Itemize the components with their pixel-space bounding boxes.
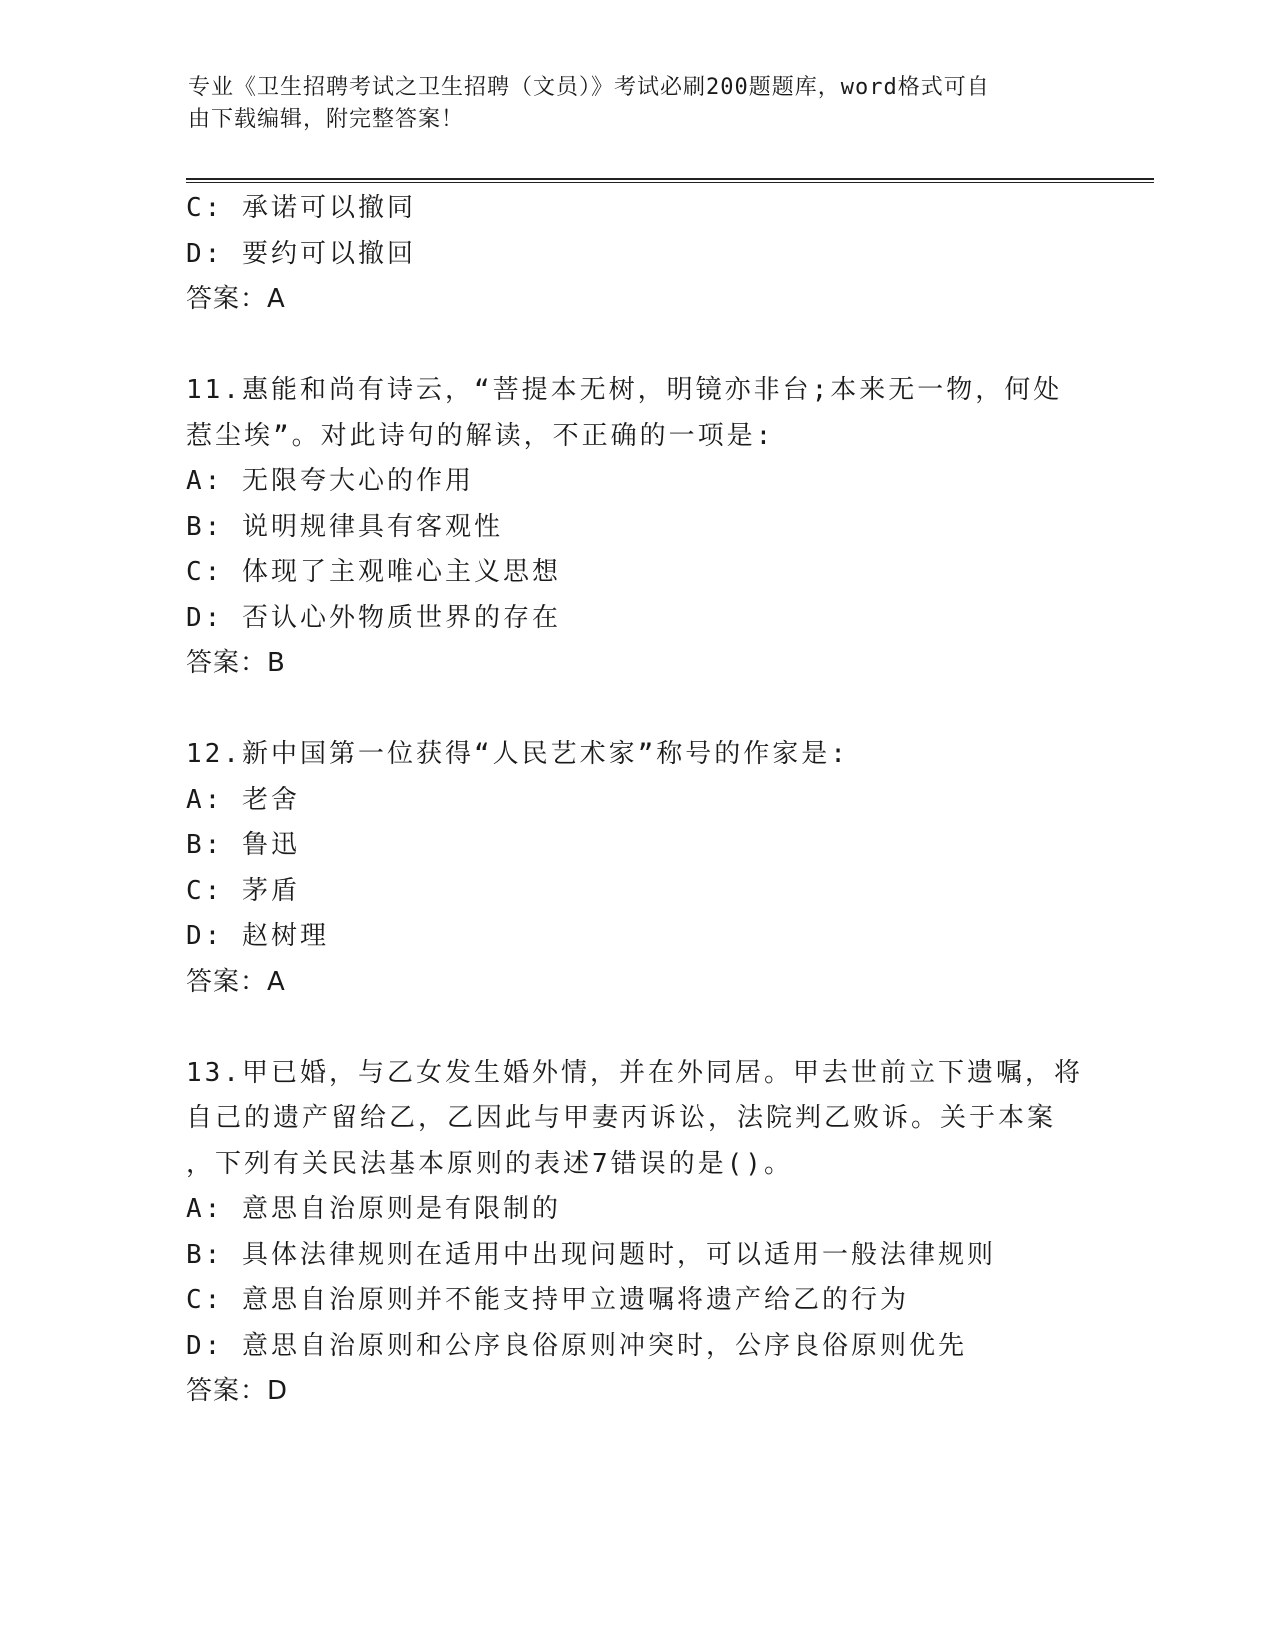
option-d: D: 赵树理	[186, 921, 329, 951]
spacer	[186, 687, 1086, 733]
option-a: A: 无限夸大心的作用	[186, 466, 474, 496]
option-d: D: 否认心外物质世界的存在	[186, 602, 561, 633]
question-13	[186, 1051, 1086, 1415]
header-line-1: 专业《卫生招聘考试之卫生招聘（文员）》考试必刷200题题库，word格式可自	[188, 75, 990, 100]
header-line-2: 由下载编辑，附完整答案！	[188, 107, 465, 132]
option-c: C: 意思自治原则并不能支持甲立遗嘱将遗产给乙的行为	[186, 1285, 909, 1315]
question-stem-line: ，下列有关民法基本原则的表述7错误的是()。	[186, 1148, 793, 1179]
question-stem-line: 11.惠能和尚有诗云，“菩提本无树，明镜亦非台;本来无一物，何处	[186, 375, 1063, 405]
header-divider	[186, 178, 1154, 183]
question-11	[186, 368, 1086, 687]
option-b: B: 具体法律规则在适用中出现问题时，可以适用一般法律规则	[186, 1239, 996, 1270]
answer-line: 答案：B	[186, 648, 286, 678]
option-b: B: 说明规律具有客观性	[186, 511, 503, 542]
question-stem-line: 13.甲已婚，与乙女发生婚外情，并在外同居。甲去世前立下遗嘱，将	[186, 1057, 1083, 1088]
question-stem-line: 惹尘埃”。对此诗句的解读，不正确的一项是:	[186, 420, 775, 451]
document-header	[188, 72, 1068, 136]
question-12	[186, 732, 1086, 1005]
option-c: C: 茅盾	[186, 875, 300, 906]
option-a: A: 意思自治原则是有限制的	[186, 1194, 561, 1224]
question-stem-line: 12.新中国第一位获得“人民艺术家”称号的作家是:	[186, 739, 849, 769]
option-c: C: 承诺可以撤同	[186, 193, 416, 223]
answer-line: 答案：A	[186, 284, 286, 314]
question-stem-line: 自己的遗产留给乙，乙因此与甲妻丙诉讼，法院判乙败诉。关于本案	[186, 1103, 1057, 1133]
option-b: B: 鲁迅	[186, 830, 300, 860]
option-a: A: 老舍	[186, 784, 300, 815]
answer-line: 答案：D	[186, 1376, 289, 1406]
spacer	[186, 1005, 1086, 1051]
answer-line: 答案：A	[186, 966, 286, 997]
option-d: D: 意思自治原则和公序良俗原则冲突时，公序良俗原则优先	[186, 1330, 967, 1361]
spacer	[186, 323, 1086, 369]
document-body	[186, 186, 1086, 1415]
option-c: C: 体现了主观唯心主义思想	[186, 557, 561, 587]
carryover-question	[186, 186, 1086, 323]
option-d: D: 要约可以撤回	[186, 238, 416, 269]
